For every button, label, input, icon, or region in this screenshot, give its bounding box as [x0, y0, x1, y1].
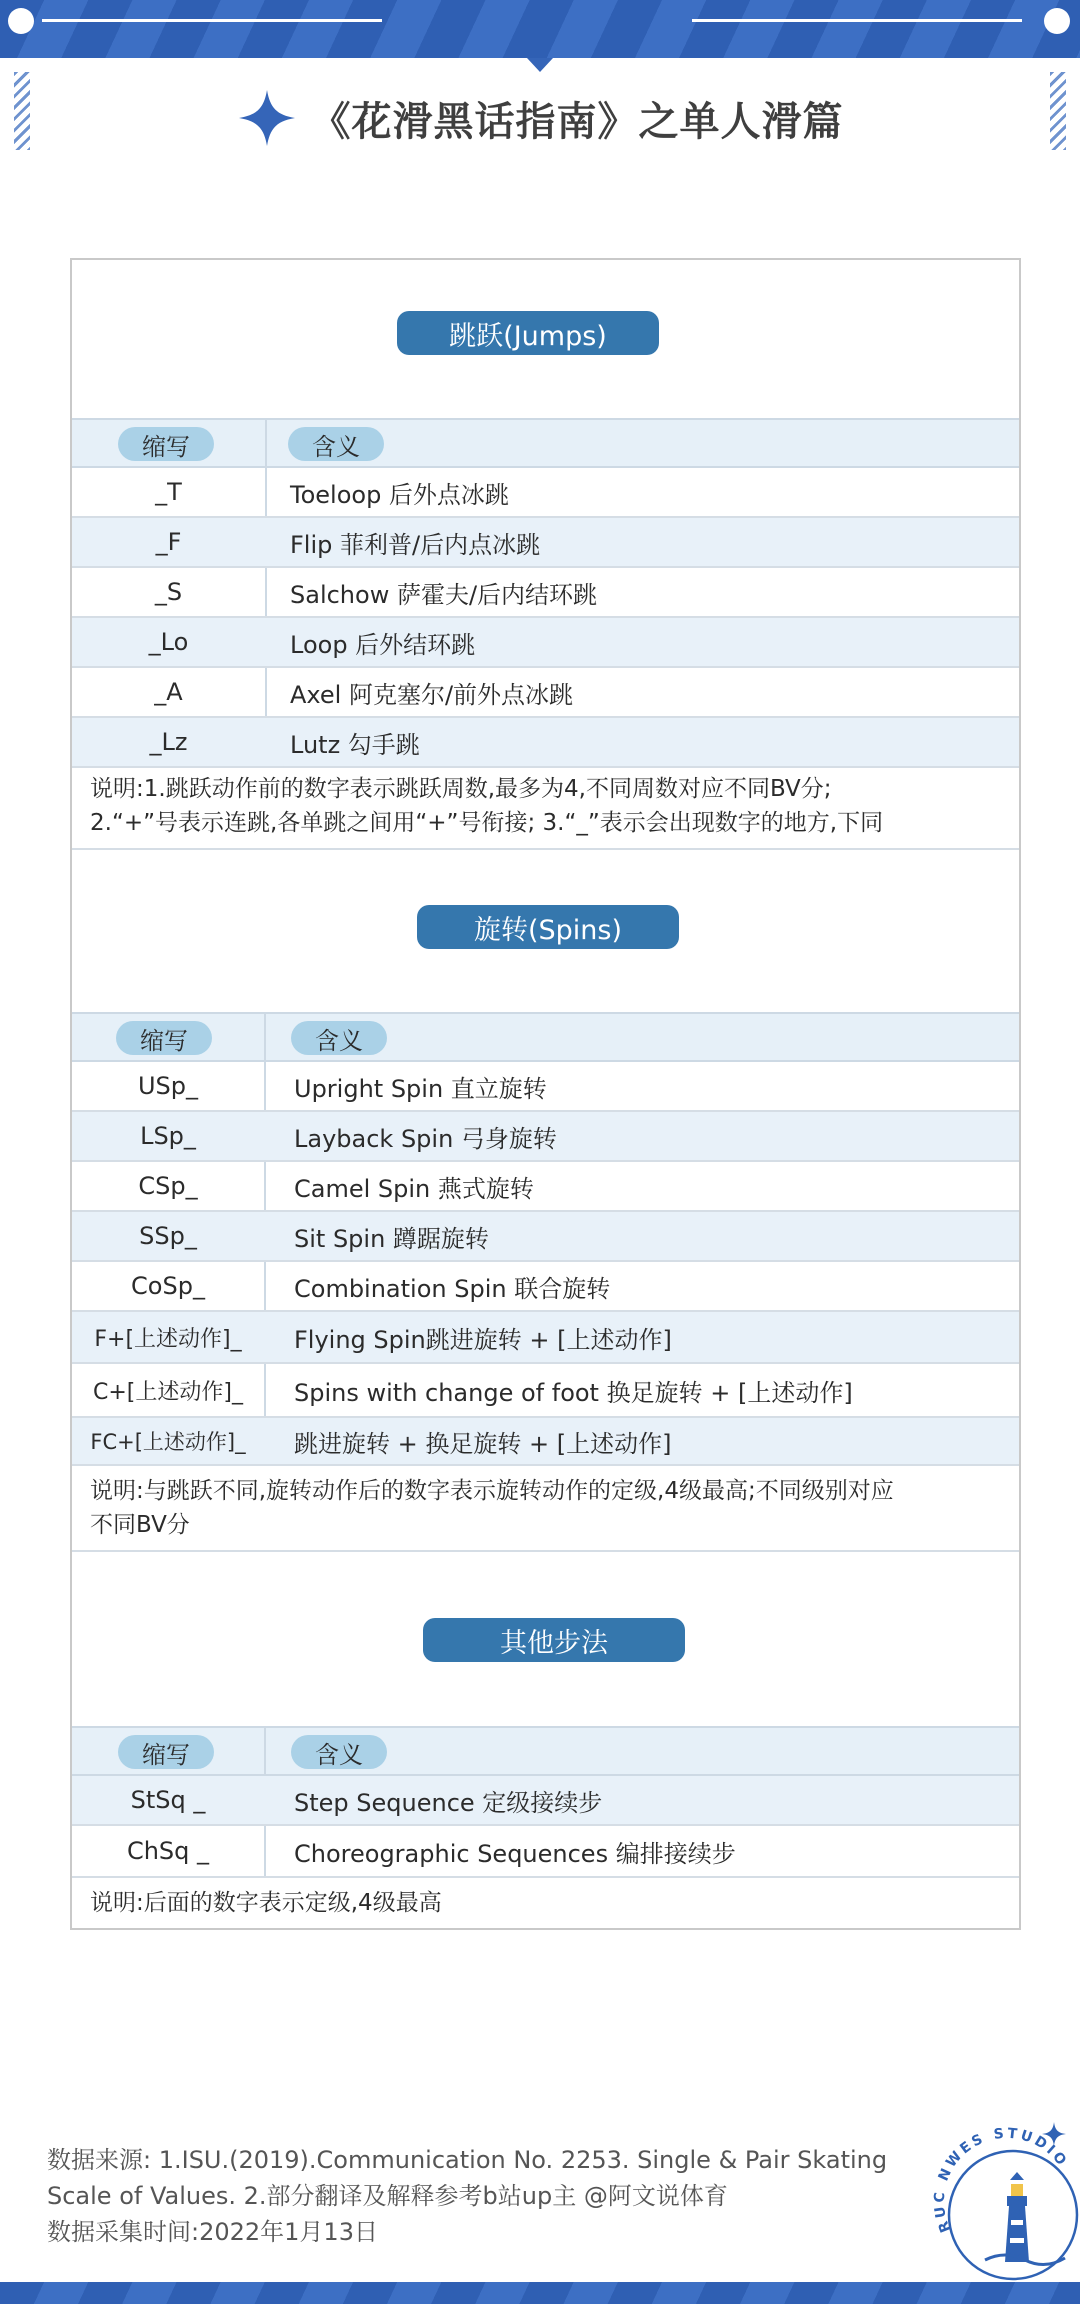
- footer-line-2: Scale of Values. 2.部分翻译及解释参考b站up主 @阿文说体育: [47, 2182, 728, 2210]
- jumps-note-line-1: 说明:1.跳跃动作前的数字表示跳跃周数,最多为4,不同周数对应不同BV分;: [90, 776, 832, 802]
- banner-dot-right: [1044, 8, 1070, 34]
- meaning-cell: Loop 后外结环跳: [290, 630, 476, 659]
- banner-line-left: [42, 19, 382, 22]
- banner-dot-left: [8, 8, 34, 34]
- spins-note-line-1: 说明:与跳跃不同,旋转动作后的数字表示旋转动作的定级,4级最高;不同级别对应: [90, 1478, 894, 1504]
- others-table-header: [72, 1726, 1019, 1776]
- abbr-cell: _A: [154, 678, 183, 706]
- abbr-cell: _T: [155, 478, 182, 506]
- meaning-cell: Spins with change of foot 换足旋转 + [上述动作]: [294, 1378, 853, 1407]
- header-abbr-label: 缩写: [118, 1735, 214, 1769]
- table-row: [72, 1112, 1019, 1162]
- page-title: 《花滑黑话指南》之单人滑篇: [310, 98, 844, 145]
- glossary-card: [70, 258, 1021, 1930]
- abbr-cell: _Lz: [149, 728, 188, 756]
- meaning-cell: Lutz 勾手跳: [290, 730, 420, 759]
- spins-note-line-2: 不同BV分: [90, 1512, 190, 1538]
- section-divider: [72, 1550, 1019, 1552]
- logo-text: RUC NWES STUDIO: [931, 2125, 1071, 2235]
- table-row: [72, 1826, 1019, 1878]
- table-row: [72, 1776, 1019, 1826]
- spins-note: [90, 1474, 1005, 1542]
- top-banner: [0, 0, 1080, 58]
- header-abbr-label: 缩写: [118, 427, 214, 461]
- table-row: [72, 1162, 1019, 1212]
- abbr-cell: F+[上述动作]_: [94, 1326, 242, 1352]
- table-row: [72, 618, 1019, 668]
- table-row: [72, 1212, 1019, 1262]
- meaning-cell: Upright Spin 直立旋转: [294, 1074, 547, 1103]
- table-row: [72, 468, 1019, 518]
- meaning-cell: Layback Spin 弓身旋转: [294, 1124, 557, 1153]
- bottom-banner: [0, 2282, 1080, 2304]
- abbr-cell: FC+[上述动作]_: [90, 1430, 246, 1454]
- meaning-cell: Sit Spin 蹲踞旋转: [294, 1224, 489, 1253]
- sparkle-star-icon: [237, 88, 297, 148]
- jumps-table-header: [72, 418, 1019, 468]
- abbr-cell: StSq _: [130, 1786, 206, 1814]
- footer-line-3: 数据采集时间:2022年1月13日: [47, 2218, 378, 2246]
- meaning-cell: Flying Spin跳进旋转 + [上述动作]: [294, 1325, 672, 1354]
- meaning-cell: Toeloop 后外点冰跳: [290, 480, 509, 509]
- table-row: [72, 1062, 1019, 1112]
- section-title-spins: 旋转(Spins): [417, 905, 679, 949]
- abbr-cell: _Lo: [148, 628, 189, 656]
- meaning-cell: Choreographic Sequences 编排接续步: [294, 1839, 736, 1868]
- banner-line-right: [692, 19, 1022, 22]
- table-row: [72, 718, 1019, 768]
- source-footer: [47, 2142, 927, 2250]
- others-note: 说明:后面的数字表示定级,4级最高: [90, 1890, 442, 1916]
- table-row: [72, 518, 1019, 568]
- table-row: [72, 668, 1019, 718]
- abbr-cell: ChSq _: [126, 1837, 210, 1865]
- meaning-cell: 跳进旋转 + 换足旋转 + [上述动作]: [294, 1429, 672, 1458]
- studio-lighthouse-logo: [925, 2110, 1080, 2290]
- svg-text:RUC NWES STUDIO: [932, 2126, 1071, 2235]
- meaning-cell: Combination Spin 联合旋转: [294, 1274, 611, 1303]
- jumps-note: [90, 772, 1005, 840]
- table-row: [72, 1312, 1019, 1364]
- abbr-cell: USp_: [137, 1072, 199, 1100]
- meaning-cell: Flip 菲利普/后内点冰跳: [290, 530, 541, 559]
- spins-table-header: [72, 1012, 1019, 1062]
- header-meaning-label: 含义: [291, 1021, 387, 1055]
- abbr-cell: _S: [154, 578, 183, 606]
- footer-line-1: 数据来源: 1.ISU.(2019).Communication No. 2253. Single & Pair Skating: [47, 2146, 888, 2174]
- meaning-cell: Camel Spin 燕式旋转: [294, 1174, 534, 1203]
- table-row: [72, 1418, 1019, 1466]
- header-meaning-label: 含义: [291, 1735, 387, 1769]
- abbr-cell: LSp_: [140, 1122, 196, 1150]
- table-row: [72, 568, 1019, 618]
- section-title-other-steps: 其他步法: [423, 1618, 685, 1662]
- abbr-cell: C+[上述动作]_: [93, 1379, 243, 1405]
- meaning-cell: Step Sequence 定级接续步: [294, 1788, 603, 1817]
- table-row: [72, 1364, 1019, 1418]
- section-title-jumps: 跳跃(Jumps): [397, 311, 659, 355]
- abbr-cell: _F: [155, 528, 182, 556]
- jumps-note-line-2: 2.“+”号表示连跳,各单跳之间用“+”号衔接; 3.“_”表示会出现数字的地方,下同: [90, 810, 884, 836]
- abbr-cell: CoSp_: [131, 1272, 205, 1300]
- meaning-cell: Salchow 萨霍夫/后内结环跳: [290, 580, 598, 609]
- title-area: [0, 78, 1080, 158]
- abbr-cell: CSp_: [138, 1172, 198, 1200]
- banner-notch: [527, 58, 553, 72]
- meaning-cell: Axel 阿克塞尔/前外点冰跳: [290, 680, 574, 709]
- table-row: [72, 1262, 1019, 1312]
- header-meaning-label: 含义: [288, 427, 384, 461]
- abbr-cell: SSp_: [139, 1222, 197, 1250]
- header-abbr-label: 缩写: [116, 1021, 212, 1055]
- section-divider: [72, 848, 1019, 850]
